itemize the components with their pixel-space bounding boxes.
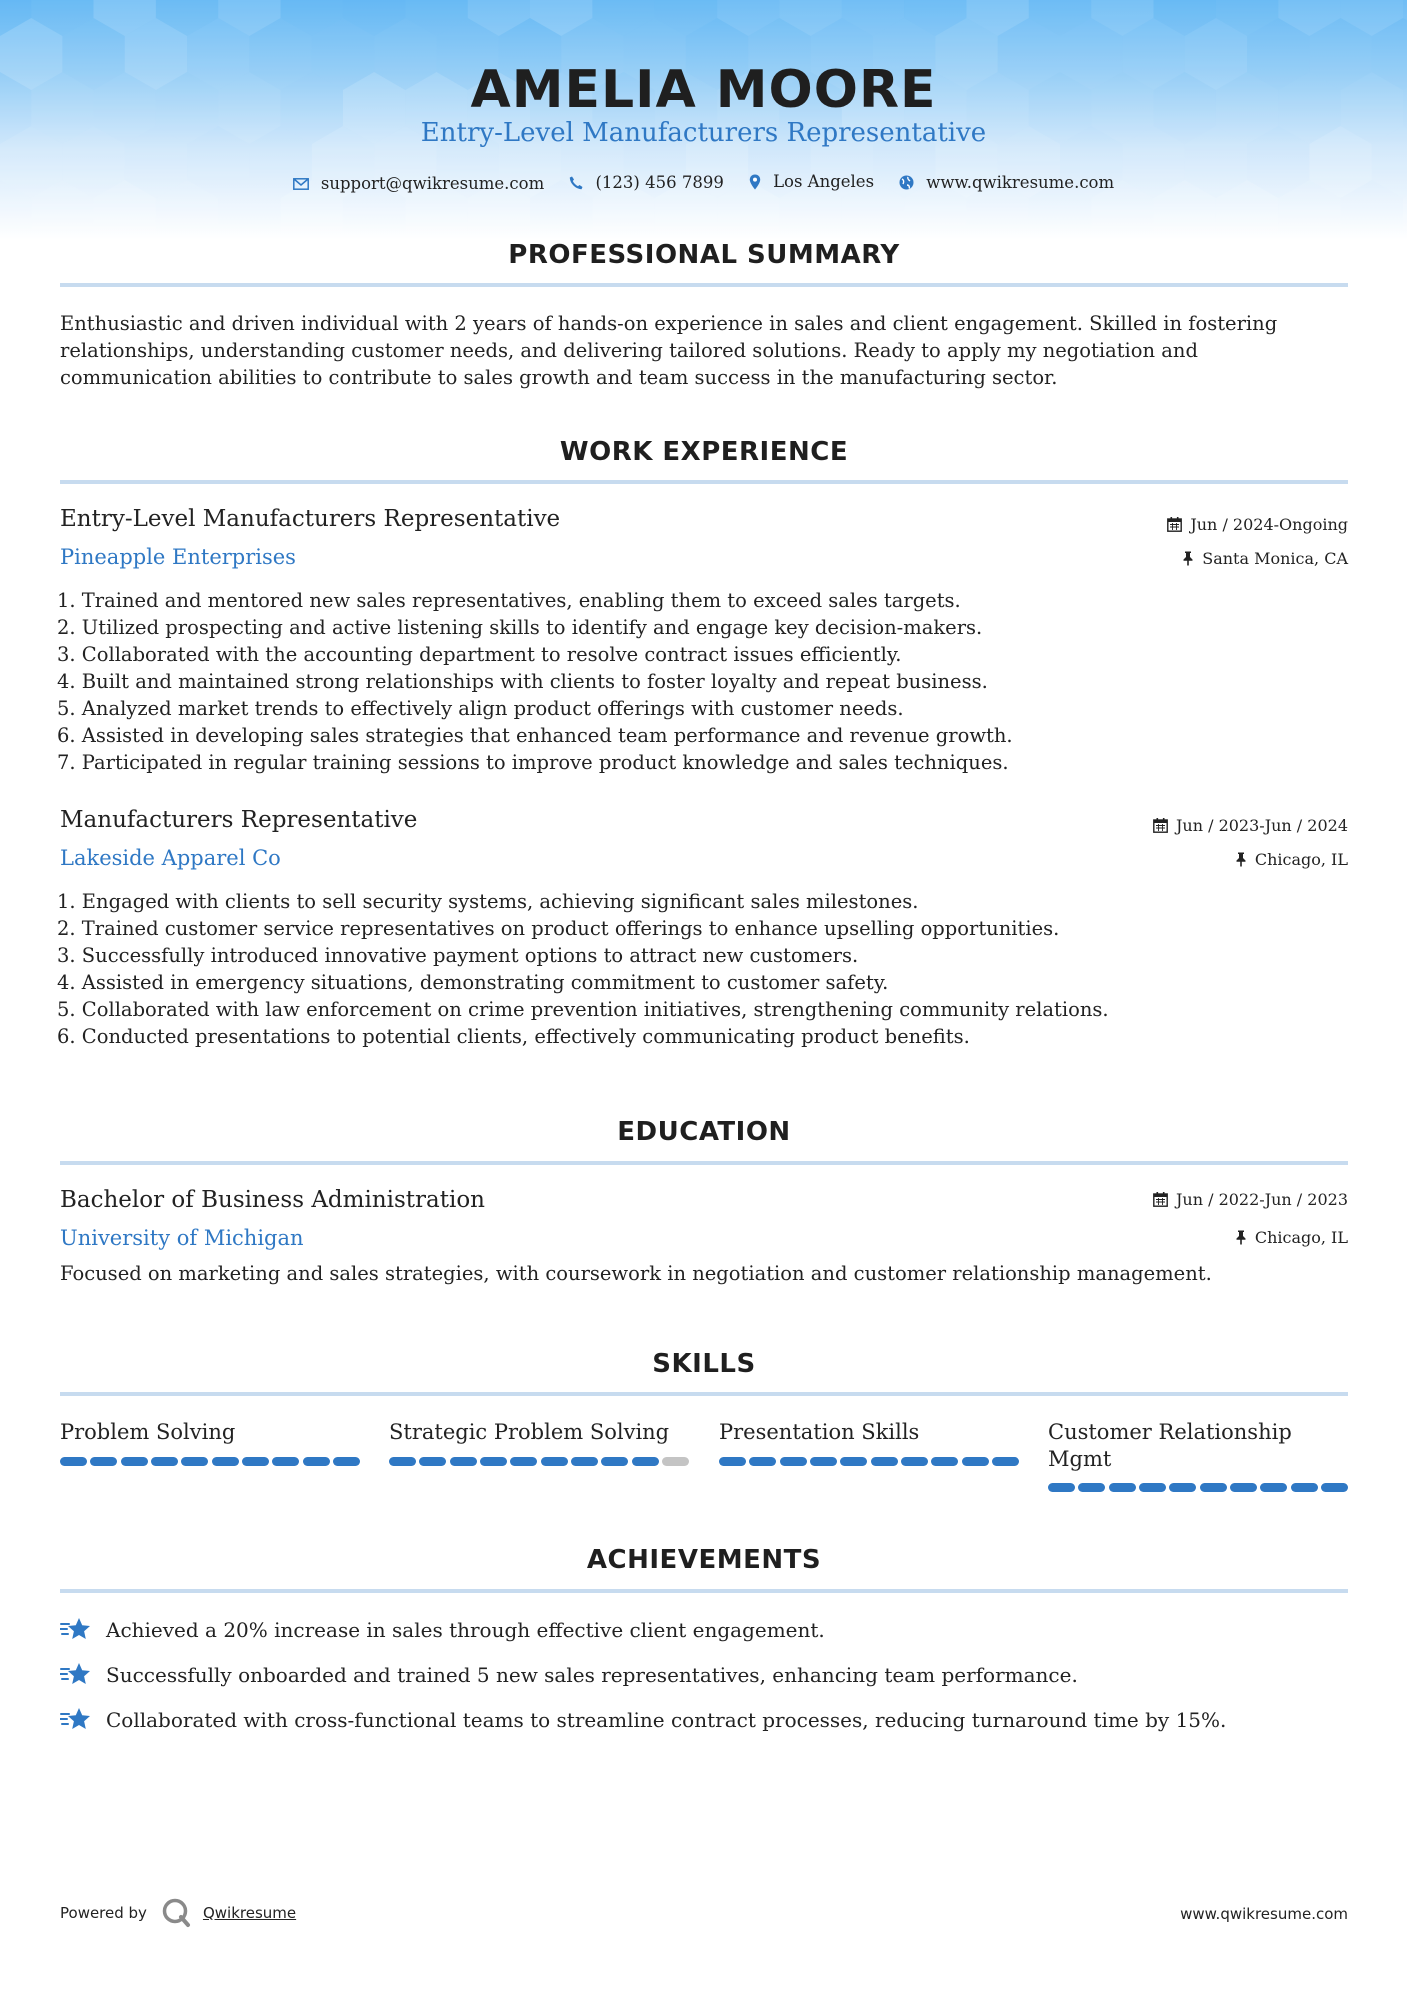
- skill-level-segment: [480, 1457, 507, 1466]
- education-description: Focused on marketing and sales strategies, with coursework in negotiation and customer relationship management.: [60, 1262, 1212, 1285]
- skill-level-segment: [272, 1457, 299, 1466]
- list-item: 6. Conducted presentations to potential clients, effectively communicating product benefits.: [57, 1025, 970, 1048]
- skill-level-segment: [1260, 1483, 1287, 1492]
- skill-level-segment: [749, 1457, 776, 1466]
- location-text: Los Angeles: [773, 172, 875, 191]
- footer-website[interactable]: www.qwikresume.com: [1180, 1905, 1348, 1923]
- skill-level-segment: [1048, 1483, 1075, 1492]
- education-location: [1235, 1228, 1348, 1247]
- email-text: support@qwikresume.com: [320, 174, 545, 193]
- skills-divider: [60, 1392, 1348, 1396]
- skill-level-segment: [389, 1457, 416, 1466]
- skill-level-segment: [212, 1457, 239, 1466]
- list-item: 4. Built and maintained strong relationships with clients to foster loyalty and repeat business.: [57, 670, 988, 693]
- list-item: 7. Participated in regular training sessions to improve product knowledge and sales techniques.: [57, 751, 1009, 774]
- job-2-bullets: [57, 888, 1347, 1050]
- list-item: 2. Trained customer service representatives on product offerings to enhance upselling opportunities.: [57, 917, 1060, 940]
- envelope-icon: [293, 178, 309, 190]
- footer-powered-by: [60, 1897, 296, 1929]
- skill-3-bar: [719, 1457, 1019, 1466]
- job-1-dates: [1167, 515, 1348, 534]
- list-item: 3. Successfully introduced innovative payment options to attract new customers.: [57, 944, 859, 967]
- star-icon: [60, 1661, 92, 1689]
- skill-level-segment: [931, 1457, 958, 1466]
- skill-level-segment: [632, 1457, 659, 1466]
- skill-level-segment: [992, 1457, 1019, 1466]
- education-degree: Bachelor of Business Administration: [60, 1187, 485, 1213]
- skill-level-segment: [181, 1457, 208, 1466]
- job-1-dates-text: Jun / 2024-Ongoing: [1190, 515, 1348, 534]
- education-location-text: Chicago, IL: [1254, 1228, 1348, 1247]
- summary-heading: PROFESSIONAL SUMMARY: [508, 240, 900, 270]
- skill-level-segment: [810, 1457, 837, 1466]
- skill-level-segment: [1139, 1483, 1166, 1492]
- skill-level-segment: [1109, 1483, 1136, 1492]
- skill-level-segment: [662, 1457, 689, 1466]
- star-icon: [60, 1616, 92, 1644]
- list-item: 3. Collaborated with the accounting department to resolve contract issues efficiently.: [57, 643, 902, 666]
- skill-level-segment: [1200, 1483, 1227, 1492]
- job-1-location-text: Santa Monica, CA: [1202, 549, 1348, 568]
- skill-2-bar: [389, 1457, 689, 1466]
- skill-level-segment: [601, 1457, 628, 1466]
- job-2-dates-text: Jun / 2023-Jun / 2024: [1175, 816, 1348, 835]
- candidate-title: Entry-Level Manufacturers Representative: [420, 118, 987, 148]
- list-item: 6. Assisted in developing sales strategies that enhanced team performance and revenue growth.: [57, 724, 1013, 747]
- education-school: University of Michigan: [60, 1226, 304, 1250]
- job-1-company: Pineapple Enterprises: [60, 545, 296, 569]
- job-1-role: Entry-Level Manufacturers Representative: [60, 506, 561, 532]
- achievement-1-text: Achieved a 20% increase in sales through effective client engagement.: [106, 1618, 825, 1642]
- skill-level-segment: [1291, 1483, 1318, 1492]
- contact-phone[interactable]: [569, 173, 723, 192]
- skill-level-segment: [151, 1457, 178, 1466]
- list-item: 2. Utilized prospecting and active listening skills to identify and engage key decision-makers.: [57, 616, 983, 639]
- achievements-heading: ACHIEVEMENTS: [586, 1545, 822, 1575]
- education-dates: [1153, 1190, 1348, 1209]
- skill-level-segment: [780, 1457, 807, 1466]
- skill-level-segment: [510, 1457, 537, 1466]
- skill-level-segment: [1230, 1483, 1257, 1492]
- job-1-bullets: [57, 587, 1347, 776]
- achievements-divider: [60, 1589, 1348, 1593]
- skill-level-segment: [541, 1457, 568, 1466]
- skill-level-segment: [419, 1457, 446, 1466]
- skill-level-segment: [1321, 1483, 1348, 1492]
- list-item: 1. Trained and mentored new sales representatives, enabling them to exceed sales targets.: [57, 589, 961, 612]
- list-item: 5. Analyzed market trends to effectively align product offerings with customer needs.: [57, 697, 904, 720]
- skill-level-segment: [871, 1457, 898, 1466]
- phone-icon: [569, 176, 583, 190]
- contact-email[interactable]: [293, 174, 544, 193]
- skill-level-segment: [450, 1457, 477, 1466]
- skill-level-segment: [333, 1457, 360, 1466]
- skill-4-name: Customer Relationship Mgmt: [1048, 1420, 1292, 1471]
- pushpin-icon: [1182, 551, 1194, 566]
- experience-heading: WORK EXPERIENCE: [559, 437, 849, 467]
- list-item: 4. Assisted in emergency situations, demonstrating commitment to customer safety.: [57, 971, 889, 994]
- calendar-icon: [1167, 517, 1182, 532]
- phone-text: (123) 456 7899: [595, 173, 724, 192]
- pushpin-icon: [1235, 852, 1247, 867]
- calendar-icon: [1153, 818, 1168, 833]
- skill-level-segment: [571, 1457, 598, 1466]
- contact-location: [749, 172, 874, 191]
- summary-divider: [60, 283, 1348, 287]
- star-icon: [60, 1706, 92, 1734]
- experience-divider: [60, 480, 1348, 484]
- map-pin-icon: [749, 174, 761, 190]
- skill-level-segment: [962, 1457, 989, 1466]
- website-text: www.qwikresume.com: [926, 172, 1115, 192]
- summary-text: Enthusiastic and driven individual with 2 years of hands-on experience in sales and client engagement. Skilled in fostering relationships, understanding customer needs, and delivering tailored solutions. Ready to apply my negotiation and communication abilities to contribute to sales growth and team success in the manufacturing sector.: [60, 312, 1278, 389]
- pushpin-icon: [1235, 1230, 1247, 1245]
- skill-level-segment: [242, 1457, 269, 1466]
- job-2-location-text: Chicago, IL: [1254, 850, 1348, 869]
- brand-link[interactable]: Qwikresume: [202, 1904, 297, 1922]
- achievement-1: [60, 1616, 825, 1644]
- job-2-dates: [1153, 816, 1348, 835]
- skill-4-bar: [1048, 1483, 1348, 1492]
- contact-website[interactable]: [899, 173, 1114, 192]
- skill-level-segment: [121, 1457, 148, 1466]
- education-divider: [60, 1161, 1348, 1165]
- job-2-location: [1235, 850, 1348, 869]
- achievement-3: [60, 1706, 1226, 1734]
- calendar-icon: [1153, 1192, 1168, 1207]
- education-heading: EDUCATION: [617, 1117, 791, 1147]
- qwikresume-logo-icon: [161, 1897, 193, 1929]
- job-2-role: Manufacturers Representative: [60, 807, 418, 833]
- skill-level-segment: [901, 1457, 928, 1466]
- list-item: 1. Engaged with clients to sell security systems, achieving significant sales milestones.: [57, 890, 919, 913]
- skill-level-segment: [303, 1457, 330, 1466]
- powered-by-label: Powered by: [60, 1904, 147, 1922]
- skill-2-name: Strategic Problem Solving: [389, 1420, 670, 1444]
- skill-level-segment: [1078, 1483, 1105, 1492]
- achievement-2: [60, 1661, 1078, 1689]
- achievement-2-text: Successfully onboarded and trained 5 new sales representatives, enhancing team performance.: [106, 1663, 1078, 1687]
- skill-level-segment: [840, 1457, 867, 1466]
- skill-level-segment: [1169, 1483, 1196, 1492]
- job-1-location: [1182, 549, 1348, 568]
- globe-icon: [899, 175, 914, 190]
- skill-1-name: Problem Solving: [60, 1420, 236, 1444]
- achievement-3-text: Collaborated with cross-functional teams to streamline contract processes, reducing turnaround time by 15%.: [106, 1708, 1227, 1732]
- contact-bar: [0, 172, 1407, 194]
- skill-level-segment: [719, 1457, 746, 1466]
- skill-1-bar: [60, 1457, 360, 1466]
- skill-level-segment: [90, 1457, 117, 1466]
- candidate-name: AMELIA MOORE: [470, 60, 937, 120]
- skill-level-segment: [60, 1457, 87, 1466]
- list-item: 5. Collaborated with law enforcement on crime prevention initiatives, strengthening community relations.: [57, 998, 1109, 1021]
- skills-heading: SKILLS: [652, 1349, 756, 1379]
- education-dates-text: Jun / 2022-Jun / 2023: [1175, 1190, 1348, 1209]
- job-2-company: Lakeside Apparel Co: [60, 846, 281, 870]
- skill-3-name: Presentation Skills: [719, 1420, 920, 1444]
